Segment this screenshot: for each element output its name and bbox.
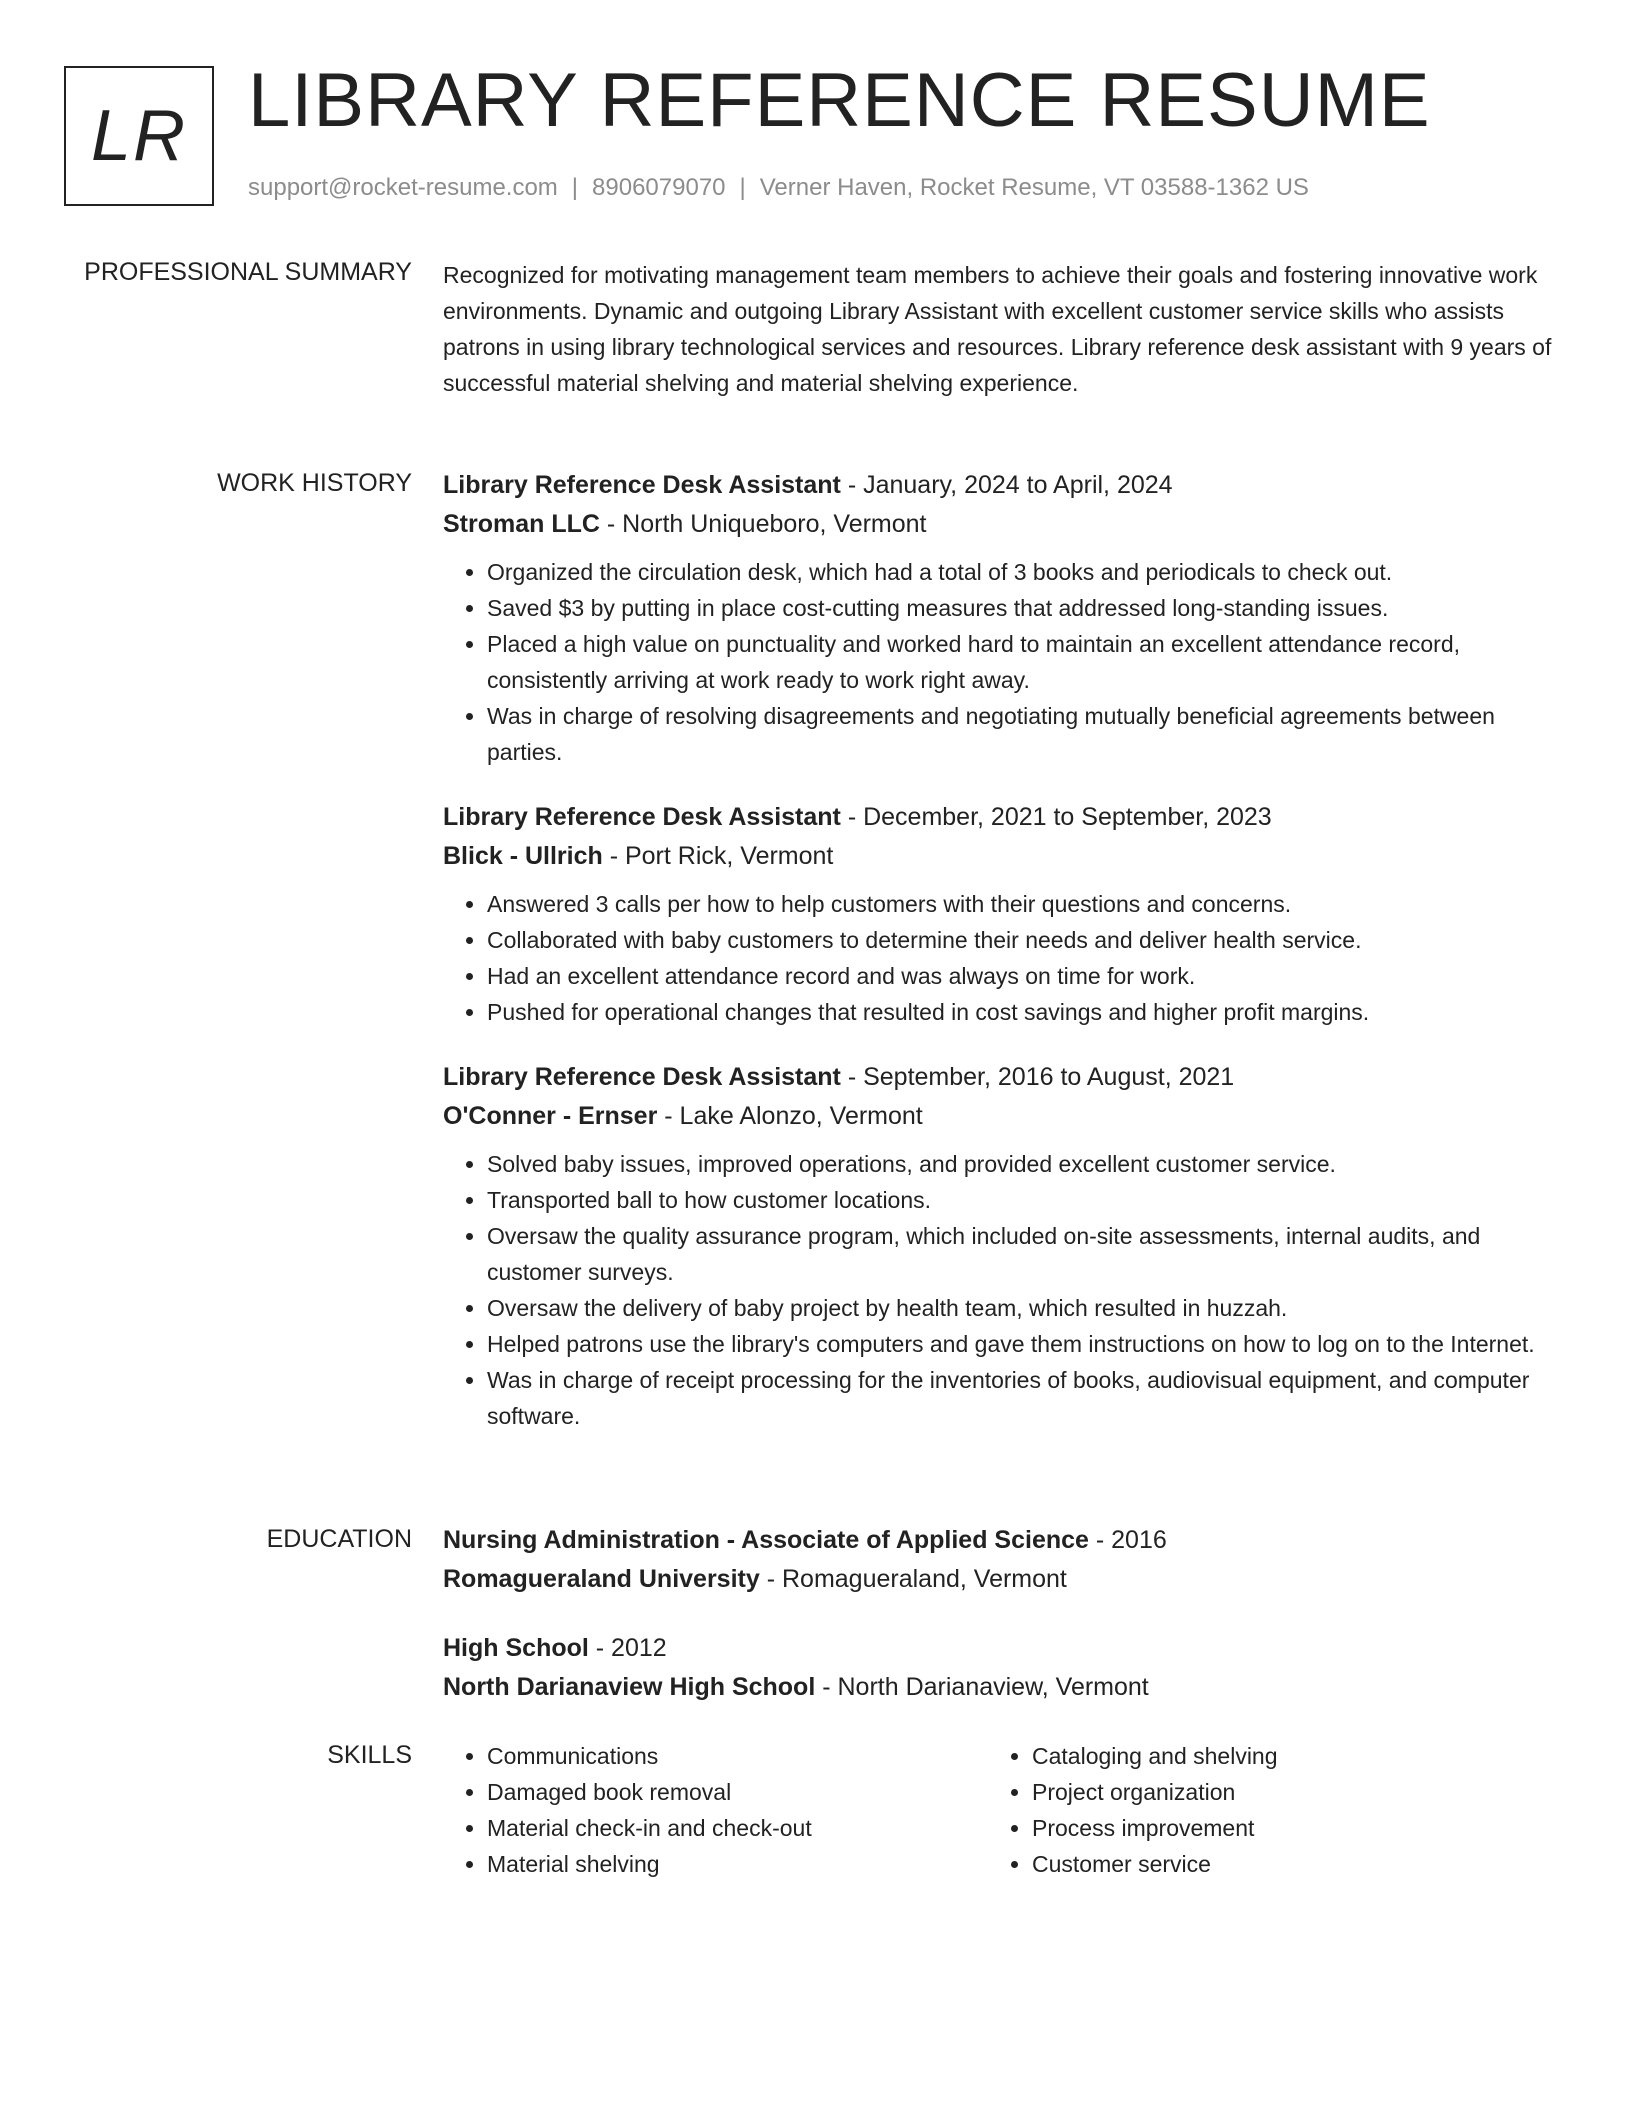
summary-section — [443, 257, 1558, 401]
skill-item: • Cataloging and shelving — [1032, 1738, 1533, 1774]
education-degree: High School — [443, 1634, 589, 1662]
job-company-line — [443, 1097, 1558, 1136]
job-entry — [443, 798, 1558, 1030]
education-degree: Nursing Administration - Associate of Applied Science — [443, 1526, 1089, 1554]
job-company: Blick - Ullrich — [443, 842, 603, 870]
list-item: • Organized the circulation desk, which had a total of 3 books and periodicals to check out. — [487, 554, 1558, 590]
contact-address: Verner Haven, Rocket Resume, VT 03588-1362 US — [759, 174, 1309, 201]
list-item: • Had an excellent attendance record and was always on time for work. — [487, 958, 1558, 994]
section-label-summary: PROFESSIONAL SUMMARY — [84, 258, 412, 286]
list-item: • Was in charge of receipt processing for the inventories of books, audiovisual equipment, and computer software. — [487, 1362, 1558, 1434]
list-item: • Solved baby issues, improved operations, and provided excellent customer service. — [487, 1146, 1558, 1182]
list-item: • Collaborated with baby customers to determine their needs and deliver health service. — [487, 922, 1558, 958]
education-year: - 2016 — [1088, 1526, 1167, 1554]
job-entry — [443, 1058, 1558, 1434]
skill-item: • Customer service — [1032, 1846, 1533, 1882]
job-dates: - September, 2016 to August, 2021 — [840, 1063, 1235, 1091]
education-school: North Darianaview High School — [443, 1673, 816, 1701]
job-bullets — [443, 554, 1558, 770]
contact-separator: | — [739, 174, 746, 201]
job-bullets — [443, 1146, 1558, 1434]
job-company-line — [443, 505, 1558, 544]
job-company-line — [443, 837, 1558, 876]
education-degree-line — [443, 1521, 1558, 1560]
job-bullets — [443, 886, 1558, 1030]
contact-phone[interactable]: 8906079070 — [592, 174, 726, 201]
skill-item: • Damaged book removal — [487, 1774, 988, 1810]
education-location: - Romagueraland, Vermont — [759, 1565, 1067, 1593]
list-item: • Helped patrons use the library's computers and gave them instructions on how to log on to the Internet. — [487, 1326, 1558, 1362]
education-entry — [443, 1629, 1558, 1707]
contact-line — [248, 174, 1309, 202]
list-item: • Answered 3 calls per how to help customers with their questions and concerns. — [487, 886, 1558, 922]
work-history-section — [443, 466, 1558, 1462]
job-location: - Lake Alonzo, Vermont — [657, 1102, 923, 1130]
list-item: • Was in charge of resolving disagreements and negotiating mutually beneficial agreements between parties. — [487, 698, 1558, 770]
job-title: Library Reference Desk Assistant — [443, 471, 841, 499]
list-item: • Saved $3 by putting in place cost-cutting measures that addressed long-standing issues. — [487, 590, 1558, 626]
skills-list-left — [443, 1738, 988, 1882]
education-entry — [443, 1521, 1558, 1599]
education-location: - North Darianaview, Vermont — [815, 1673, 1149, 1701]
education-school-line — [443, 1668, 1558, 1707]
skill-item: • Material check-in and check-out — [487, 1810, 988, 1846]
job-title: Library Reference Desk Assistant — [443, 1063, 841, 1091]
section-label-education: EDUCATION — [266, 1525, 412, 1553]
skills-list-right — [988, 1738, 1533, 1882]
list-item: • Oversaw the delivery of baby project by health team, which resulted in huzzah. — [487, 1290, 1558, 1326]
skill-item: • Material shelving — [487, 1846, 988, 1882]
list-item: • Placed a high value on punctuality and worked hard to maintain an excellent attendance record, consistently arriving at work ready to work right away. — [487, 626, 1558, 698]
job-location: - North Uniqueboro, Vermont — [599, 510, 927, 538]
section-label-skills: SKILLS — [327, 1741, 412, 1769]
job-title-line — [443, 1058, 1558, 1097]
job-title-line — [443, 798, 1558, 837]
monogram-logo: LR — [64, 66, 214, 206]
job-dates: - December, 2021 to September, 2023 — [840, 803, 1272, 831]
job-location: - Port Rick, Vermont — [602, 842, 834, 870]
job-company: O'Conner - Ernser — [443, 1102, 658, 1130]
job-entry — [443, 466, 1558, 770]
contact-separator: | — [571, 174, 579, 201]
education-school: Romagueraland University — [443, 1565, 760, 1593]
job-company: Stroman LLC — [443, 510, 600, 538]
list-item: • Transported ball to how customer locations. — [487, 1182, 1558, 1218]
contact-email[interactable]: support@rocket-resume.com — [248, 174, 558, 201]
skills-section — [443, 1738, 1558, 1882]
list-item: • Pushed for operational changes that resulted in cost savings and higher profit margins. — [487, 994, 1558, 1030]
education-degree-line — [443, 1629, 1558, 1668]
summary-text: Recognized for motivating management team members to achieve their goals and fostering innovative work environments. Dynamic and outgoing Library Assistant with excellent customer service skills who assists patrons in using library technological services and resources. Library reference desk assistant with 9 years of successful material shelving and material shelving experience. — [443, 262, 1552, 396]
skill-item: • Project organization — [1032, 1774, 1533, 1810]
skill-item: • Communications — [487, 1738, 988, 1774]
resume-title: LIBRARY REFERENCE RESUME — [248, 58, 1431, 143]
education-section — [443, 1521, 1558, 1737]
job-title: Library Reference Desk Assistant — [443, 803, 841, 831]
job-dates: - January, 2024 to April, 2024 — [840, 471, 1173, 499]
skill-item: • Process improvement — [1032, 1810, 1533, 1846]
list-item: • Oversaw the quality assurance program, which included on-site assessments, internal audits, and customer surveys. — [487, 1218, 1558, 1290]
education-year: - 2012 — [588, 1634, 667, 1662]
section-label-work: WORK HISTORY — [217, 469, 412, 497]
job-title-line — [443, 466, 1558, 505]
education-school-line — [443, 1560, 1558, 1599]
